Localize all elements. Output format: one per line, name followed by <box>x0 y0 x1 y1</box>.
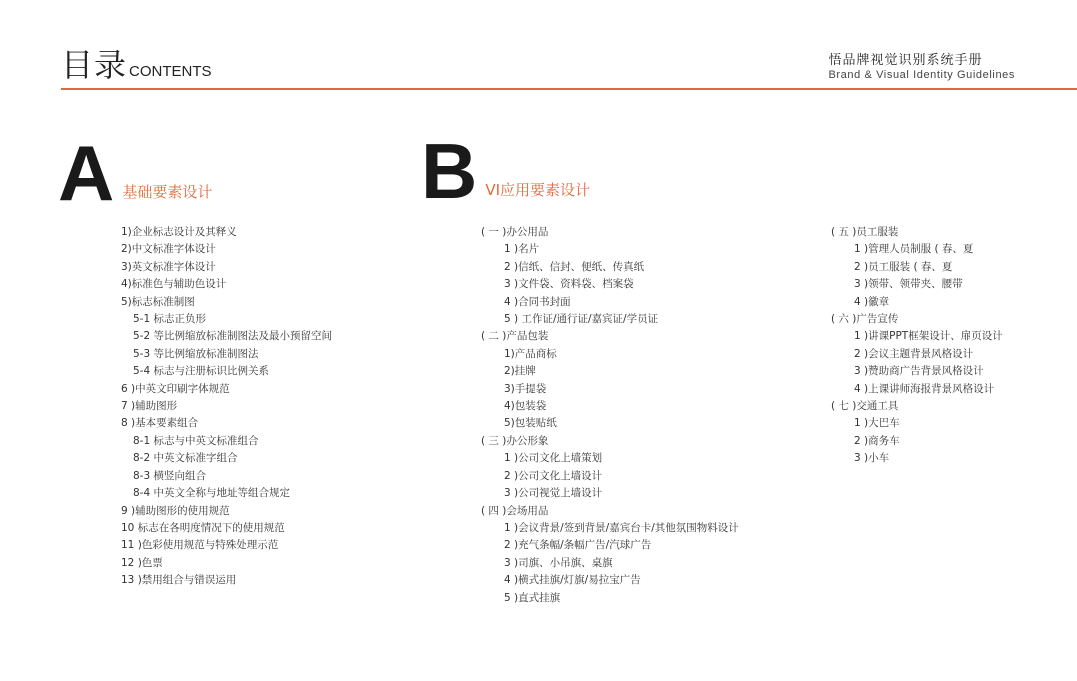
title-english: CONTENTS <box>129 63 212 80</box>
toc-heading-item: ( 三 )办公形象 <box>481 434 549 447</box>
toc-sub-item: 8-3 横竖向组合 <box>133 469 206 482</box>
toc-sub-item: 3 )赞助商广告背景风格设计 <box>854 365 984 378</box>
toc-sub-item: 1 )公司文化上墙策划 <box>504 452 603 465</box>
section-a-list <box>121 224 332 590</box>
section-a-letter: A <box>58 129 115 217</box>
toc-sub-item: 2)挂牌 <box>504 365 536 378</box>
toc-sub-item: 4 )徽章 <box>854 295 890 308</box>
toc-sub-item: 1)产品商标 <box>504 347 557 360</box>
toc-heading-item: 5)标志标准制图 <box>121 295 195 308</box>
section-b-list-col2 <box>831 224 1003 468</box>
toc-sub-item: 2 )商务车 <box>854 434 900 447</box>
toc-heading-item: 11 )色彩使用规范与特殊处理示范 <box>121 539 279 552</box>
section-b-title: VI应用要素设计 <box>485 181 591 199</box>
toc-sub-item: 5)包装贴纸 <box>504 417 557 430</box>
toc-sub-item: 2 )会议主题背景风格设计 <box>854 347 974 360</box>
toc-heading-item: 4)标准色与辅助色设计 <box>121 278 227 291</box>
page-title <box>61 40 212 86</box>
toc-heading-item: ( 一 )办公用品 <box>481 226 549 238</box>
toc-heading-item: 6 )中英文印刷字体规范 <box>121 382 230 395</box>
toc-heading-item: 7 )辅助图形 <box>121 400 178 413</box>
toc-sub-item: 4 )横式挂旗/灯旗/易拉宝广告 <box>504 574 641 587</box>
toc-heading-item: 9 )辅助图形的使用规范 <box>121 504 230 517</box>
toc-sub-item: 4 )合同书封面 <box>504 295 571 308</box>
toc-heading-item: ( 六 )广告宣传 <box>831 313 899 326</box>
toc-sub-item: 5-1 标志正负形 <box>133 313 206 326</box>
toc-sub-item: 5-4 标志与注册标识比例关系 <box>133 365 269 378</box>
toc-sub-item: 1 )管理人员制服 ( 春、夏 <box>854 243 974 256</box>
toc-sub-item: 3 )小车 <box>854 452 890 465</box>
toc-sub-item: 4 )上课讲师海报背景风格设计 <box>854 382 995 395</box>
toc-heading-item: 8 )基本要素组合 <box>121 417 199 430</box>
toc-sub-item: 5 ) 工作证/通行证/嘉宾证/学员证 <box>504 313 659 326</box>
header-divider <box>61 88 1077 90</box>
toc-sub-item: 1 )名片 <box>504 243 540 256</box>
toc-sub-item: 1 )大巴车 <box>854 417 900 430</box>
toc-sub-item: 4)包装袋 <box>504 400 547 413</box>
toc-heading-item: 3)英文标准字体设计 <box>121 260 216 273</box>
toc-heading-item: ( 四 )会场用品 <box>481 504 549 517</box>
toc-sub-item: 3)手提袋 <box>504 382 547 395</box>
toc-sub-item: 3 )公司视觉上墙设计 <box>504 487 603 500</box>
title-chinese: 目录 <box>61 46 128 84</box>
toc-sub-item: 2 )员工服装 ( 春、夏 <box>854 260 953 273</box>
brand-block <box>828 49 1015 81</box>
section-b-list-col1 <box>481 224 739 607</box>
toc-heading-item: 12 )色票 <box>121 556 163 569</box>
toc-sub-item: 3 )领带、领带夹、腰带 <box>854 278 963 291</box>
toc-heading-item: 13 )禁用组合与错误运用 <box>121 574 237 587</box>
toc-heading-item: 2)中文标准字体设计 <box>121 243 216 256</box>
toc-sub-item: 5-3 等比例缩放标准制图法 <box>133 347 259 360</box>
toc-sub-item: 2 )信纸、信封、便纸、传真纸 <box>504 260 645 273</box>
section-a-title: 基础要素设计 <box>122 183 213 201</box>
section-a-heading <box>58 129 213 217</box>
toc-sub-item: 1 )会议背景/签到背景/嘉宾台卡/其他氛围物料设计 <box>504 521 739 534</box>
toc-heading-item: 10 标志在各明度情况下的使用规范 <box>121 521 285 534</box>
toc-sub-item: 8-2 中英文标准字组合 <box>133 452 238 465</box>
toc-sub-item: 1 )讲课PPT框架设计、扉页设计 <box>854 330 1003 343</box>
toc-heading-item: ( 二 )产品包装 <box>481 330 549 343</box>
section-b-letter: B <box>421 127 478 215</box>
toc-heading-item: ( 五 )员工服装 <box>831 226 899 238</box>
brand-title-english: Brand & Visual Identity Guidelines <box>828 69 1015 81</box>
section-b-heading <box>421 127 591 215</box>
toc-sub-item: 8-1 标志与中英文标准组合 <box>133 434 259 447</box>
toc-sub-item: 5-2 等比例缩放标准制图法及最小预留空间 <box>133 330 332 343</box>
brand-title-chinese: 悟品牌视觉识别系统手册 <box>828 53 983 68</box>
toc-sub-item: 3 )文件袋、资料袋、档案袋 <box>504 278 634 291</box>
toc-sub-item: 2 )公司文化上墙设计 <box>504 469 603 482</box>
toc-sub-item: 2 )充气条幅/条幅广告/汽球广告 <box>504 539 652 552</box>
toc-heading-item: ( 七 )交通工具 <box>831 400 899 413</box>
toc-sub-item: 5 )直式挂旗 <box>504 591 561 604</box>
toc-heading-item: 1)企业标志设计及其释义 <box>121 226 237 238</box>
toc-sub-item: 3 )司旗、小吊旗、桌旗 <box>504 556 613 569</box>
toc-sub-item: 8-4 中英文全称与地址等组合规定 <box>133 487 290 500</box>
